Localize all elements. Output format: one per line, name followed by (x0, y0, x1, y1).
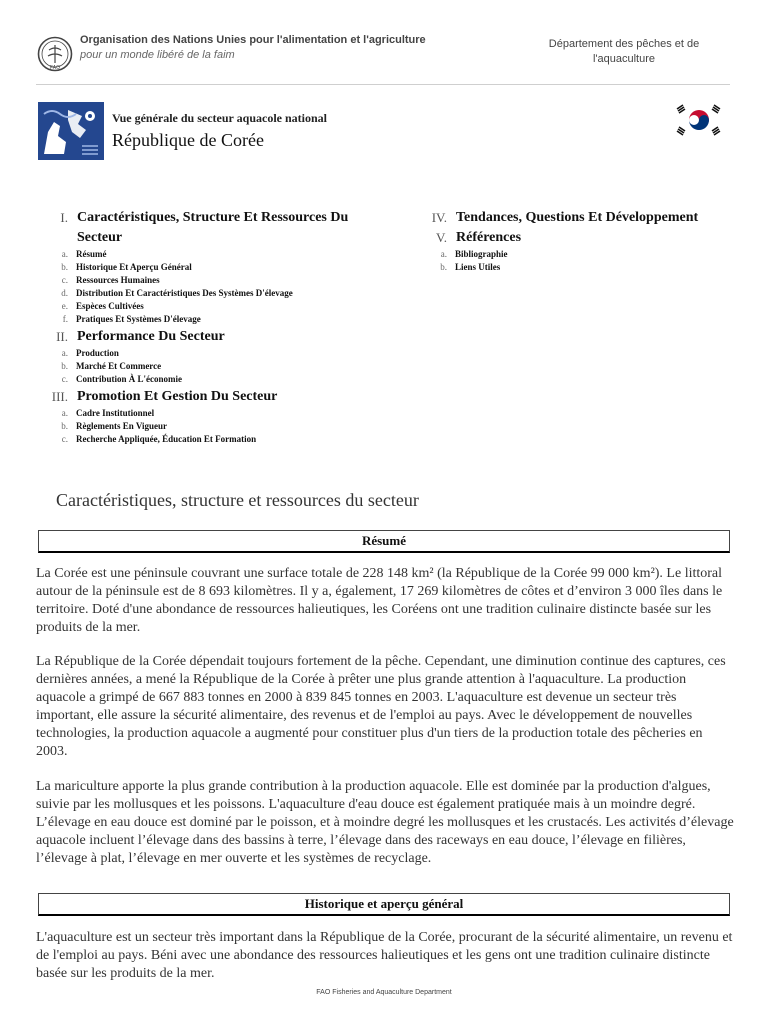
toc-section-number: IV. (431, 210, 447, 225)
toc-section-number: II. (56, 329, 68, 344)
history-heading: Historique et aperçu général (38, 893, 730, 916)
toc-item[interactable]: b. Règlements En Vigueur (61, 421, 167, 431)
toc-section-link[interactable]: Performance Du Secteur (77, 329, 225, 344)
toc-section (36, 327, 396, 347)
toc-section (36, 387, 396, 407)
toc-left-column (36, 208, 396, 447)
korea-flag-icon (672, 102, 726, 138)
toc-section-link[interactable]: Promotion Et Gestion Du Secteur (77, 389, 278, 404)
aquaculture-sector-icon (38, 102, 104, 160)
history-paragraph: L'aquaculture est un secteur très important dans la République de la Corée, procurant de la sécurité alimentaire, un revenu et de l'emploi au pays. Béni avec une abondance des ressources halieutiques et les gens ont une tradition culinaire distincte basée sur les produits de la mer. (36, 930, 733, 981)
overview-label: Vue générale du secteur aquacole national (112, 111, 327, 125)
org-name: Organisation des Nations Unies pour l'alimentation et l'agriculture (80, 34, 426, 46)
toc-item[interactable]: e. Espèces Cultivées (61, 301, 144, 311)
toc-item[interactable]: b. Liens Utiles (440, 262, 501, 272)
toc-section (415, 228, 735, 248)
toc-right-column (415, 208, 735, 275)
section-heading: Caractéristiques, structure et ressources du secteur (56, 490, 419, 510)
resume-heading: Résumé (38, 530, 730, 553)
toc-section-number: V. (436, 230, 447, 245)
country-title: République de Corée (112, 130, 264, 150)
toc-section-link[interactable]: Tendances, Questions Et Développement (456, 210, 699, 225)
page-footer: FAO Fisheries and Aquaculture Department (316, 989, 452, 996)
toc-item[interactable]: f. Pratiques Et Systèmes D'élevage (62, 314, 201, 324)
toc-item[interactable]: a. Cadre Institutionnel (61, 408, 155, 418)
toc-sublist (36, 248, 396, 326)
toc-section (36, 208, 396, 248)
toc-item[interactable]: c. Contribution À L'économie (61, 374, 183, 384)
header-divider (36, 84, 730, 85)
resume-paragraph: La mariculture apporte la plus grande contribution à la production aquacole. Elle est dominée par la production d'algues, suivie par les mollusques et les poissons. L'aquaculture d'eau douce est également pratiquée mais à un moindre degré. L’élevage en eau douce est dominé par le poisson, et à moindre degré les mollusques et les crustacés. Les activités d’élevage aquacole incluent l’élevage dans des bassins à terre, l’élevage dans des raceways en eau douce, l’élevage en filières, l’élevage à plat, l’élevage en mer ouverte et les systèmes de recyclage. (36, 779, 734, 866)
department-name: Département des pêches et de l'aquaculture (548, 38, 700, 65)
toc-section-number: I. (60, 210, 68, 225)
resume-paragraph: La République de la Corée dépendait toujours fortement de la pêche. Cependant, une diminution continue des captures, ces dernières années, a mené la République de la Corée à prêter une plus grande attention à l'aquaculture. La production aquacole a grimpé de 667 883 tonnes en 2000 à 839 845 tonnes en 2003. L'aquaculture est devenue un secteur très important, elle assure la sécurité alimentaire, des revenus et de l'emploi au pays. Avec le développement de nouvelles technologies, la production aquacole a augmenté pour constituer plus d'un tiers de la production totale des pêcheries en 2003. (36, 654, 726, 759)
resume-paragraph: La Corée est une péninsule couvrant une surface totale de 228 148 km² (la République de la Corée 99 000 km²). Le littoral autour de la péninsule est de 8 693 kilomètres. Il y a, également, 17 269 kilomètres de côtes et d’environ 3 000 îles dans le territoire. Doté d'une abondance de ressources halieutiques, les Coréens ont une tradition culinaire distincte basée sur les produits de la mer. (36, 566, 723, 635)
toc-section-number: III. (51, 389, 68, 404)
toc-item[interactable]: a. Bibliographie (440, 249, 508, 259)
toc-item[interactable]: d. Distribution Et Caractéristiques Des Systèmes D'élevage (61, 288, 293, 298)
org-tagline: pour un monde libéré de la faim (80, 49, 235, 61)
toc-sublist (415, 248, 735, 274)
fao-logo-text: FAO (49, 65, 61, 71)
fao-logo (36, 36, 74, 72)
toc-item[interactable]: b. Marché Et Commerce (61, 361, 162, 371)
toc-section-link[interactable]: Références (456, 230, 522, 245)
toc-item[interactable]: c. Recherche Appliquée, Éducation Et Formation (61, 434, 257, 444)
toc-item[interactable]: c. Ressources Humaines (61, 275, 160, 285)
toc-item[interactable]: a. Résumé (61, 249, 107, 259)
toc-sublist (36, 407, 396, 446)
toc-sublist (36, 347, 396, 386)
toc-item[interactable]: a. Production (61, 348, 119, 358)
toc-section (415, 208, 735, 228)
toc-item[interactable]: b. Historique Et Aperçu Général (61, 262, 192, 272)
toc-section-link[interactable]: Caractéristiques, Structure Et Ressources Du Secteur (77, 210, 349, 245)
